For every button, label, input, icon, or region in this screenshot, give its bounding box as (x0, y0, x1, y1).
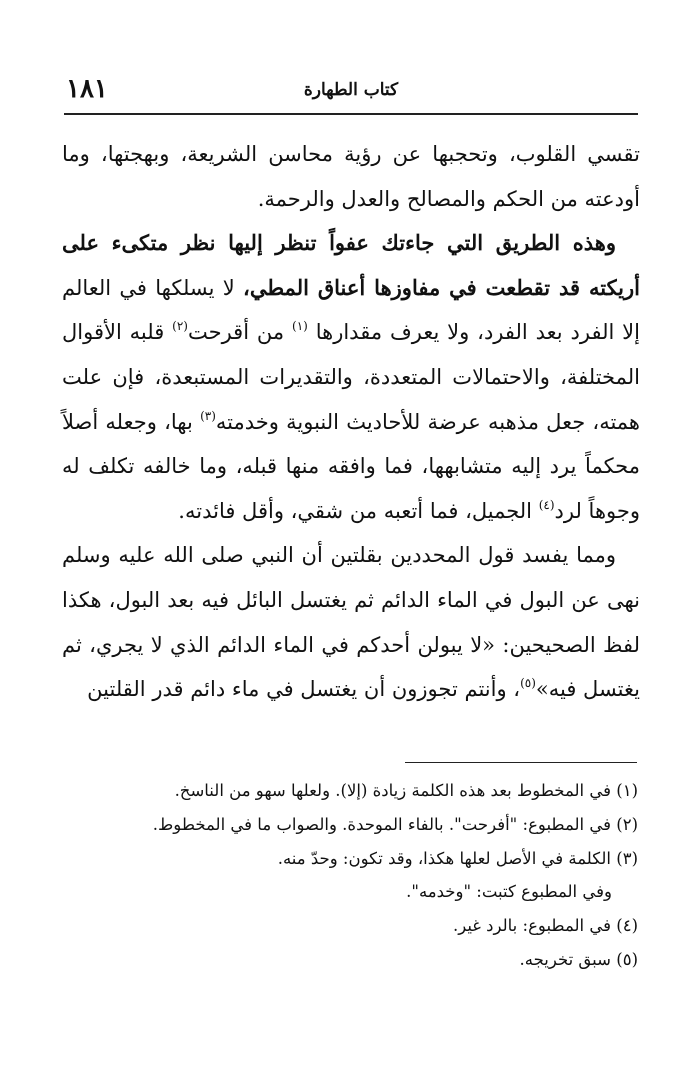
header-divider (64, 113, 638, 115)
main-text (62, 132, 640, 712)
footnote-ref-5[interactable]: (٥) (520, 676, 536, 691)
paragraph-2-text-c: قلبه الأقوال المختلفة، والاحتمالات المتعددة، والتقديرات المستبعدة، فإن علت همته، جعل مذهبه عرضة للأحاديث النبوية وخدمته (62, 320, 641, 434)
footnote-ref-4[interactable]: (٤) (538, 497, 555, 512)
paragraph-2-text-b: من أقرحت (187, 320, 293, 345)
running-header (66, 72, 636, 106)
paragraph-3-text-a: ومما يفسد قول المحددين بقلتين أن النبي صلى الله عليه وسلم نهى عن البول في الماء الدائم ثم يغتسل البائل فيه بعد البول، هكذا لفظ الصحيحين: «لا يبولن أحدكم في الماء الدائم الذي لا يجري، ثم يغتسل فيه» (62, 543, 640, 702)
paragraph-2-text-a: لا يسلكها في العالم إلا الفرد بعد الفرد، ولا يعرف مقدارها (62, 275, 640, 345)
paragraph-2-text-d: بها، وجعله أصلاً محكماً يرد إليه متشابهها، فما وافقه منها قبله، وما خالفه تكلف له وجوهاً لرد (62, 409, 640, 523)
footnote-ref-3[interactable]: (٣) (200, 408, 216, 423)
footnote-ref-2[interactable]: (٢) (172, 319, 188, 334)
paragraph-3 (62, 533, 640, 711)
paragraph-2-bold-text: وهذه الطريق التي جاءتك عفواً تنظر إليها نظر متكىء على أريكته قد تقطعت في مفاوزها أعناق المطي، (62, 230, 640, 300)
footnote-3: (٣) الكلمة في الأصل لعلها هكذا، وقد تكون: وحدّ منه. (277, 848, 638, 868)
paragraph-1 (62, 132, 640, 221)
footnote-divider (405, 762, 637, 763)
footnote-1: (١) في المخطوط بعد هذه الكلمة زيادة (إلا). ولعلها سهو من الناسخ. (174, 781, 638, 800)
footnote-ref-1[interactable]: (١) (292, 319, 308, 334)
paragraph-3-text-b: ، وأنتم تجوزون أن يغتسل في ماء دائم قدر القلتين (87, 677, 521, 702)
paragraph-2 (62, 221, 640, 533)
footnote-3-continuation: وفي المطبوع كتبت: "وخدمه". (406, 882, 612, 902)
footnote-5: (٥) سبق تخريجه. (519, 949, 638, 969)
chapter-title: كتاب الطهارة (303, 80, 399, 100)
footnotes (62, 774, 638, 977)
footnote-2: (٢) في المطبوع: "أفرحت". بالفاء الموحدة. والصواب ما في المخطوط. (152, 814, 638, 834)
footnote-4: (٤) في المطبوع: بالرد غير. (452, 916, 638, 936)
page-number: ١٨١ (66, 74, 108, 104)
paragraph-2-text-e: الجميل، فما أتعبه من شقي، وأقل فائدته. (178, 498, 539, 523)
paragraph-1-text: تقسي القلوب، وتحجبها عن رؤية محاسن الشريعة، وبهجتها، وما أودعته من الحكم والمصالح والعدل والرحمة. (62, 142, 640, 211)
